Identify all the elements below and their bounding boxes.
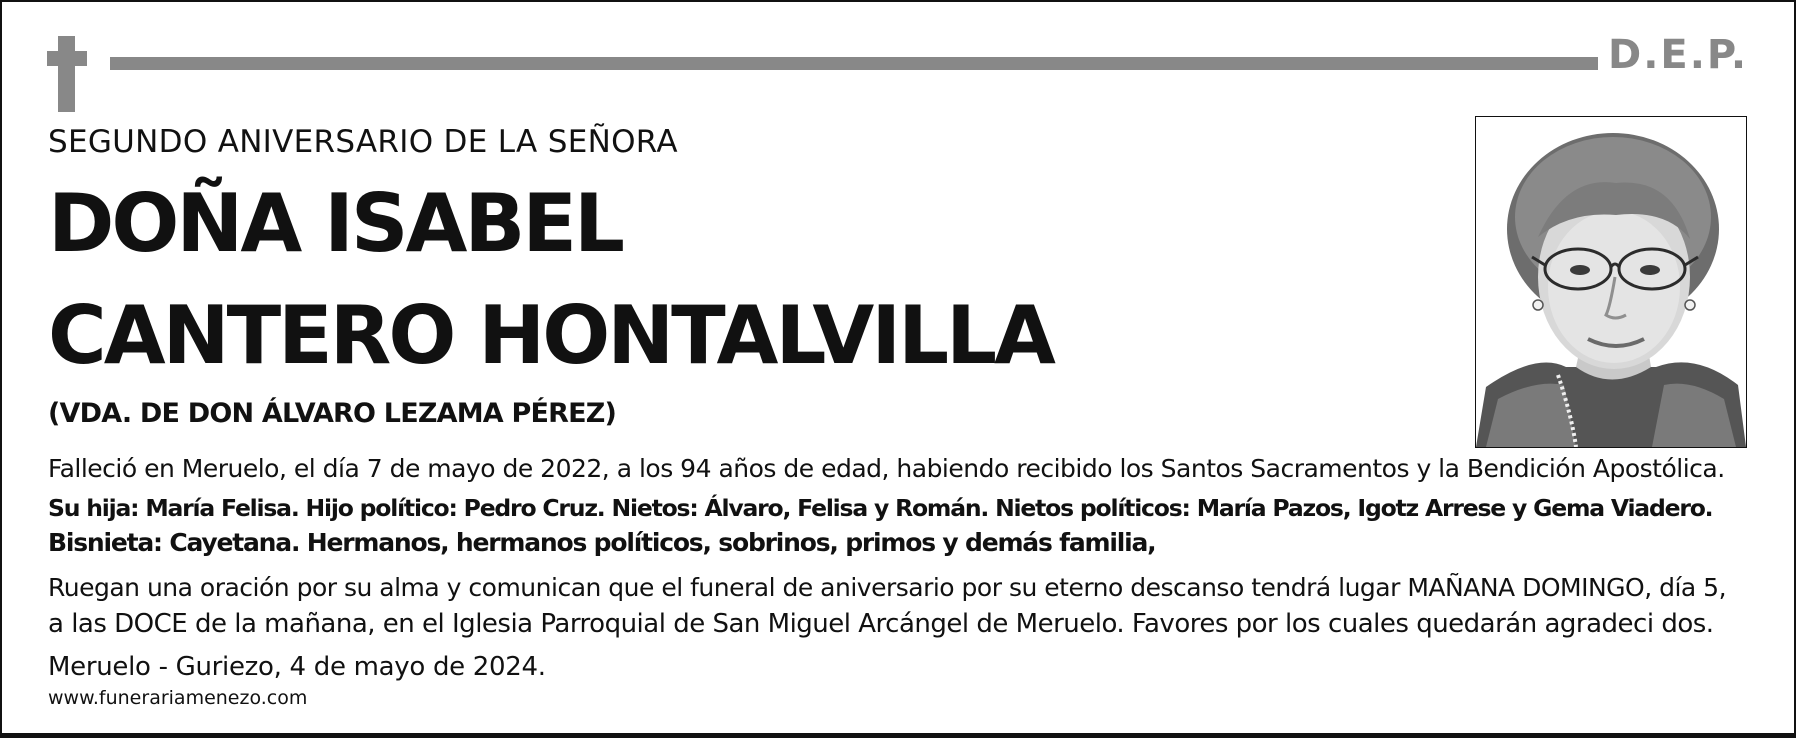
anniversary-intro: SEGUNDO ANIVERSARIO DE LA SEÑORA xyxy=(48,124,678,160)
funeral-request-line2: a las DOCE de la mañana, en el Iglesia Parroquial de San Miguel Arcángel de Meruelo. Favores por los cuales quedarán agradeci dos. xyxy=(48,609,1714,639)
cross-icon-horizontal xyxy=(47,51,87,66)
cross-icon-vertical xyxy=(58,36,75,112)
portrait-photo xyxy=(1475,116,1747,448)
family-line1: Su hija: María Felisa. Hijo político: Pedro Cruz. Nietos: Álvaro, Felisa y Román. Nietos políticos: María Pazos, Igotz Arrese y Gema Viadero. xyxy=(48,494,1713,522)
family-line2: Bisnieta: Cayetana. Hermanos, hermanos políticos, sobrinos, primos y demás familia, xyxy=(48,528,1156,557)
death-info: Falleció en Meruelo, el día 7 de mayo de 2022, a los 94 años de edad, habiendo recibido los Santos Sacramentos y la Bendición Apostólica. xyxy=(48,454,1725,483)
dep-heading: D.E.P. xyxy=(1608,32,1749,78)
deceased-name-line2: CANTERO HONTALVILLA xyxy=(48,289,1053,382)
widow-of: (VDA. DE DON ÁLVARO LEZAMA PÉREZ) xyxy=(48,398,617,429)
website-link[interactable]: www.funerariamenezo.com xyxy=(48,687,308,709)
place-date: Meruelo - Guriezo, 4 de mayo de 2024. xyxy=(48,652,546,682)
funeral-request-line1: Ruegan una oración por su alma y comunican que el funeral de aniversario por su eterno descanso tendrá lugar MAÑANA DOMINGO, día 5, xyxy=(48,573,1727,602)
deceased-name-line1: DOÑA ISABEL xyxy=(48,177,623,270)
header-rule xyxy=(110,57,1598,70)
